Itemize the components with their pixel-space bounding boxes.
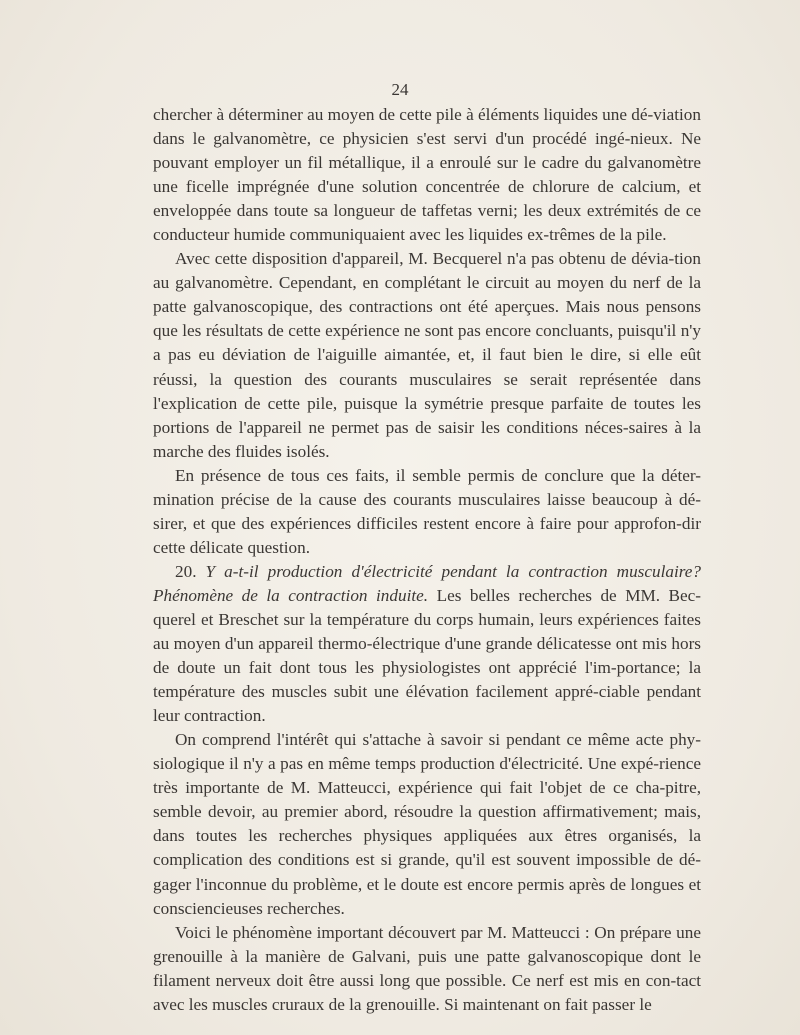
section-body: Les belles recherches de MM. Bec-querel et Breschet sur la température du corps humain, leurs expériences faites au moyen d'un appareil thermo-électrique d'une grande délicatesse ont mis hors de doute un fait dont tous les physiologistes ont apprécié l'im-portance; la température des muscles subit une élévation facilement appré-ciable pendant leur contraction.	[153, 585, 702, 726]
page-number: 24	[391, 80, 409, 99]
paragraph-4-section-20	[153, 560, 701, 728]
body-text	[153, 103, 701, 1017]
paragraph-6: Voici le phénomène important découvert par M. Matteucci : On prépare une grenouille à la manière de Galvani, puis une patte galvanoscopique dont le filament nerveux doit être aussi long que possible. Ce nerf est mis en con-tact avec les muscles cruraux de la grenouille. Si maintenant on fait passer le	[153, 922, 701, 1014]
section-heading: Y a-t-il production d'électricité pendant la contraction musculaire? Phénomène de la contraction induite.	[153, 561, 701, 605]
paragraph-1: chercher à déterminer au moyen de cette pile à éléments liquides une dé-viation dans le galvanomètre, ce physicien s'est servi d'un procédé ingé-nieux. Ne pouvant employer un fil métallique, il a enroulé sur le cadre du galvanomètre une ficelle imprégnée d'une solution concentrée de chlorure de calcium, et enveloppée dans toute sa longueur de taffetas verni; les deux extrémités de ce conducteur humide communiquaient avec les liquides ex-trêmes de la pile.	[153, 105, 701, 245]
paragraph-2: Avec cette disposition d'appareil, M. Becquerel n'a pas obtenu de dévia-tion au galvanomètre. Cependant, en complétant le circuit au moyen du nerf de la patte galvanoscopique, des contractions ont été aperçues. Mais nous pensons que les résultats de cette expérience ne sont pas encore concluants, puisqu'il n'y a pas eu déviation de l'aiguille aimantée, et, il faut bien le dire, si elle eût réussi, la question des courants musculaires se serait représentée dans l'explication de cette pile, puisque la symétrie presque parfaite de toutes les portions de l'appareil ne permet pas de saisir les conditions néces-saires à la marche des fluides isolés.	[153, 249, 701, 461]
paragraph-3: En présence de tous ces faits, il semble permis de conclure que la déter-mination précise de la cause des courants musculaires laisse beaucoup à dé-sirer, et que des expériences difficiles restent encore à faire pour approfon-dir cette délicate question.	[153, 465, 701, 557]
paragraph-5: On comprend l'intérêt qui s'attache à savoir si pendant ce même acte phy-siologique il n'y a pas en même temps production d'électricité. Une expé-rience très importante de M. Matteucci, expérience qui fait l'objet de ce cha-pitre, semble devoir, au premier abord, résoudre la question affirmativement; mais, dans toutes les recherches physiques appliquées aux êtres organisés, la complication des conditions est si grande, qu'il est souvent impossible de dé-gager l'inconnue du problème, et le doute est encore permis après de longues et consciencieuses recherches.	[153, 730, 701, 918]
section-number: 20.	[175, 561, 197, 581]
